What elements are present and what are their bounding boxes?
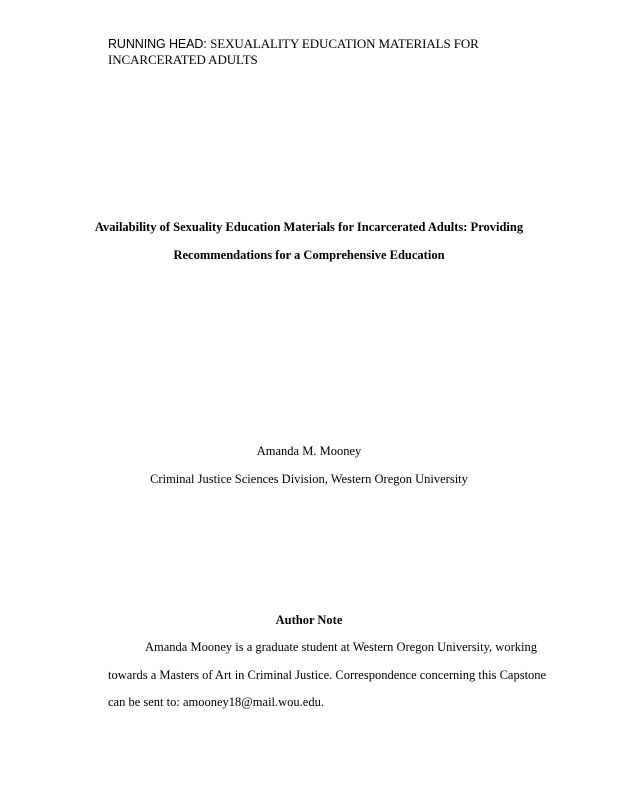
- title-line-2: Recommendations for a Comprehensive Education: [173, 248, 445, 262]
- title-line-1: Availability of Sexuality Education Materials for Incarcerated Adults: Providing: [94, 220, 524, 234]
- running-head: [108, 36, 548, 68]
- author-note-heading: Author Note: [275, 613, 343, 627]
- author-name: Amanda M. Mooney: [256, 444, 362, 458]
- running-head-prefix: RUNNING HEAD:: [108, 37, 207, 51]
- author-note-line-2: towards a Masters of Art in Criminal Justice. Correspondence concerning this Capstone: [108, 668, 547, 682]
- author-note-line-1: Amanda Mooney is a graduate student at Western Oregon University, working: [145, 640, 537, 654]
- running-head-text: SEXUALALITY EDUCATION MATERIALS FOR INCARCERATED ADULTS: [108, 36, 479, 67]
- author-affiliation: Criminal Justice Sciences Division, Western Oregon University: [150, 472, 468, 486]
- author-note-line-3: can be sent to: amooney18@mail.wou.edu.: [108, 695, 324, 709]
